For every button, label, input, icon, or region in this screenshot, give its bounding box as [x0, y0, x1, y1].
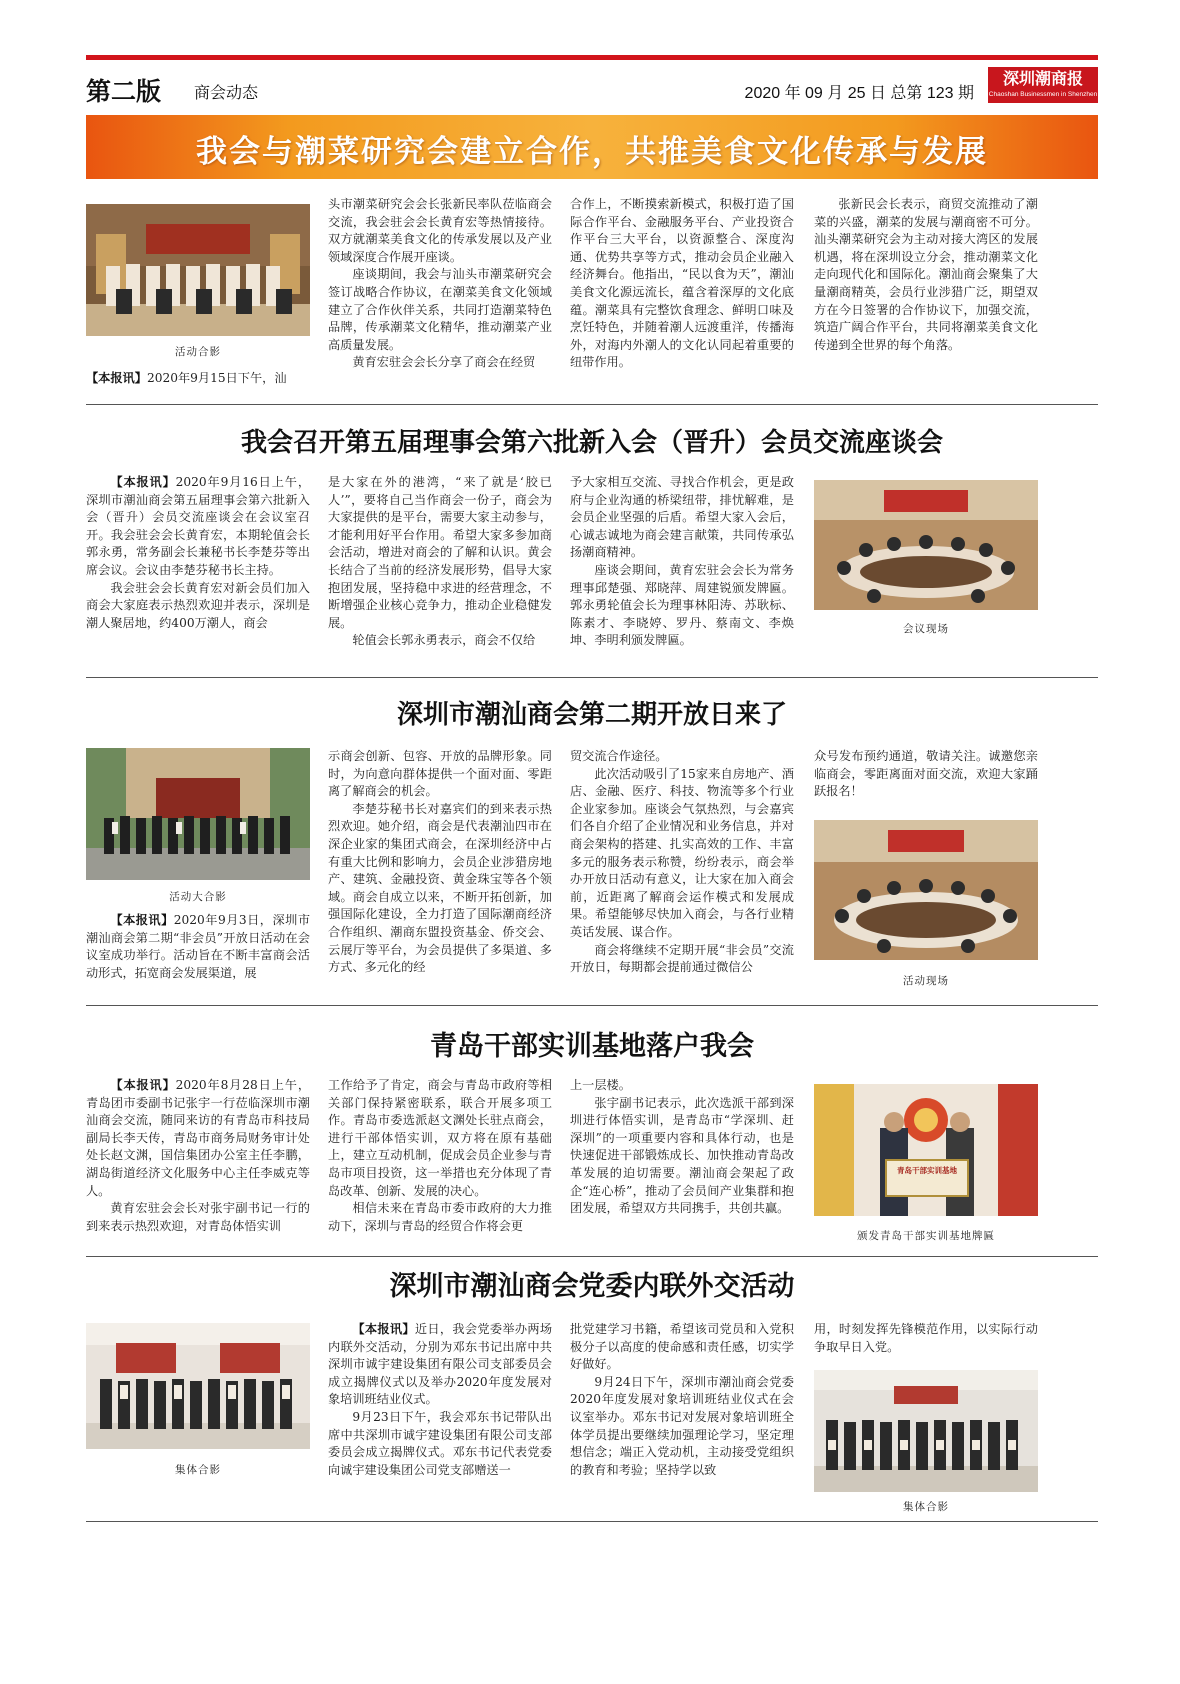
article2-photo-caption: 会议现场 — [903, 623, 949, 635]
article2-col2: 是大家在外的港湾，“来了就是‘胶已人’”，要将自己当作商会一份子，商会为大家提供的是平台，需要大家主动参与，才能利用好平台作用。希望大家多参加商会活动，增进对商会的了解和认识。黄会长结合了当前的经济发展形势，倡导大家抱团发展，坚持稳中求进的经营理念，不断增强企业核心竞争力，推动企业稳健发展。 轮值会长郭永勇表示，商会不仅给 — [328, 475, 552, 648]
article4-photo-caption: 颁发青岛干部实训基地牌匾 — [857, 1230, 995, 1242]
section-label: 商会动态 — [194, 83, 259, 102]
article4-col2: 工作给予了肯定，商会与青岛市政府等相关部门保持紧密联系，联合开展多项工作。青岛市委选派赵文渊处长驻点商会，进行干部体悟实训，双方将在原有基础上，建立互动机制，促成会员企业参与青岛市项目投资，这一举措也充分体现了青岛改革、创新、发展的决心。 相信未来在青岛市委市政府的大力推动下，深圳与青岛的经贸合作将会更 — [328, 1078, 552, 1233]
article4-c1-p1: 【本报讯】2020年8月28日上午，青岛团市委副书记张宇一行莅临深圳市潮汕商会交流，随同来访的有青岛市科技局副局长李天传，青岛市商务局财务审计处处长赵文渊，国信集团办公室主任李鹏，湖岛街道经济文化服务中心主任李威克等人。 — [86, 1078, 310, 1198]
newspaper-logo — [988, 67, 1098, 103]
divider-4 — [86, 1256, 1098, 1257]
article5-col4: 用，时刻发挥先锋模范作用，以实际行动争取早日入党。 — [814, 1322, 1038, 1354]
article3-photo1 — [86, 748, 310, 880]
article3-c1-p1: 【本报讯】2020年9月3日，深圳市潮汕商会第二期“非会员”开放日活动在会议室成功举行。活动旨在不断丰富商会活动形式，拓宽商会发展渠道，展 — [86, 913, 310, 980]
article1-col4: 张新民会长表示，商贸交流推动了潮菜的兴盛，潮菜的发展与潮商密不可分。汕头潮菜研究会为主动对接大湾区的发展机遇，将在深圳设立分会，推动潮菜文化走向现代化和国际化。潮汕商会聚集了大量潮商精英，会员行业涉猎广泛，期望双方在今日签署的合作协议下，加强交流，筑造广阔合作平台，共同将潮菜美食文化传递到全世界的每个角落。 — [814, 197, 1038, 352]
article4-title: 青岛干部实训基地落户我会 — [430, 1031, 754, 1062]
article3-col3: 贸交流合作途径。 此次活动吸引了15家来自房地产、酒店、金融、医疗、科技、物流等多个行业企业家参加。座谈会气氛热烈，与会嘉宾们各自介绍了企业情况和业务信息，并对商会架构的搭建、扎实高效的工作、丰富多元的服务表示称赞，纷纷表示，商会举办开放日活动有意义，让大家在加入商会前，近距离了解商会运作模式和发展成果。希望能够尽快加入商会，与各行业精英话发展、谋合作。 商会将继续不定期开展“非会员”交流开放日，每期都会提前通过微信公 — [570, 749, 794, 975]
article2-title: 我会召开第五届理事会第六批新入会（晋升）会员交流座谈会 — [240, 428, 943, 458]
article5-col3: 批党建学习书籍，希望该司党员和入党积极分子以高度的使命感和责任感，切实学好做好。 9月24日下午，深圳市潮汕商会党委2020年度发展对象培训班结业仪式在会议室举办。邓东书记对发展对象培训班全体学员提出要继续加强理论学习，坚定理想信念；端正入党动机，主动接受党组织的教育和考验；坚持学以致 — [570, 1322, 794, 1477]
article5-photo1-caption: 集体合影 — [175, 1464, 221, 1476]
issue-date: 2020 年 09 月 25 日 总第 123 期 — [744, 85, 974, 102]
masthead — [86, 64, 1098, 108]
bottom-rule — [86, 1521, 1098, 1522]
article1-col2: 头市潮菜研究会会长张新民率队莅临商会交流，我会驻会会长黄育宏等热情接待。双方就潮菜美食文化的传承发展以及产业领域深度合作展开座谈。 座谈期间，我会与汕头市潮菜研究会签订战略合作协议，在潮菜美食文化领域建立了合作伙伴关系，共同打造潮菜特色品牌，传承潮菜文化精华，推动潮菜产业高质量发展。 黄育宏驻会会长分享了商会在经贸 — [328, 197, 552, 370]
article4-c1-p2: 黄育宏驻会会长对张宇副书记一行的到来表示热烈欢迎，对青岛体悟实训 — [86, 1201, 310, 1233]
article3-photo1-caption: 活动大合影 — [169, 891, 227, 903]
article5-c2-p2: 9月23日下午，我会邓东书记带队出席中共深圳市诚宇建设集团有限公司支部委员会成立揭牌仪式。邓东书记代表党委向诚宇建设集团公司党支部赠送一 — [328, 1409, 552, 1477]
article1-title: 我会与潮菜研究会建立合作，共推美食文化传承与发展 — [196, 134, 988, 170]
article3-title: 深圳市潮汕商会第二期开放日来了 — [396, 700, 787, 730]
article2-col1 — [86, 474, 310, 662]
article3-col4: 众号发布预约通道，敬请关注。诚邀您亲临商会，零距离面对面交流，欢迎大家踊跃报名！ — [814, 749, 1038, 799]
article3-photo2-caption: 活动现场 — [903, 975, 949, 987]
article1-headline-banner — [86, 115, 1098, 179]
article4-col1 — [86, 1077, 310, 1245]
article2-c1-p2: 我会驻会会长黄育宏对新会员们加入商会大家庭表示热烈欢迎并表示，深圳是潮人聚居地，约400万潮人，商会 — [86, 580, 310, 630]
article3-col2: 示商会创新、包容、开放的品牌形象。同时，为向意向群体提供一个面对面、零距离了解商会的机会。 李楚芬秘书长对嘉宾们的到来表示热烈欢迎。她介绍，商会是代表潮汕四市在深企业家的集团式商会，在深圳经济中占有重大比例和影响力，会员企业涉猎房地产、建筑、金融投资、黄金珠宝等各个领域。商会自成立以来，不断开拓创新，加强国际化建设，全力打造了国际潮商经济合作组织、潮商东盟投资基金、侨交会、云展厅等平台，为会员提供了多渠道、多方式、多元化的经 — [328, 749, 552, 975]
article1-col3: 合作上，不断摸索新模式，积极打造了国际合作平台、金融服务平台、产业投资合作平台三大平台，以资源整合、深度沟通、优势共享等方式，推动会员企业融入经济舞台。他指出，“民以食为天”，潮汕美食文化源远流长，蕴含着深厚的文化底蕴。潮菜具有完整饮食理念、鲜明口味及烹饪特色，并随着潮人远渡重洋，传播海外，对海内外潮人的文化认同起着重要的纽带作用。 — [570, 197, 794, 370]
article1-photo-caption: 活动合影 — [175, 346, 221, 358]
article5-photo2 — [814, 1370, 1038, 1492]
article5-c2-p1: 【本报讯】近日，我会党委举办两场内联外交活动，分别为邓东书记出席中共深圳市诚宇建设集团有限公司支部委员会成立揭牌仪式以及举办2020年度发展对象培训班结业仪式。 — [328, 1322, 552, 1407]
article5-title: 深圳市潮汕商会党委内联外交活动 — [389, 1271, 795, 1302]
article3-col1 — [86, 912, 310, 992]
edition-label: 第二版 — [86, 77, 162, 106]
article4-col3: 上一层楼。 张宇副书记表示，此次选派干部到深圳进行体悟实训，是青岛市“学深圳、赶深圳”的一项重要内容和具体行动，也是快速促进干部锻炼成长、加快推动青岛改革发展的迫切需要。潮汕商会架起了政企“连心桥”，推动了会员间产业集群和抱团发展，希望双方共同携手，共创共赢。 — [570, 1078, 794, 1216]
article4-photo — [814, 1084, 1038, 1216]
article2-photo — [814, 480, 1038, 610]
divider-3 — [86, 1005, 1098, 1006]
logo-en: Chaoshan Businessmen in Shenzhen — [988, 91, 1098, 98]
article1-photo — [86, 204, 310, 336]
article1-c1-p1: 【本报讯】2020年9月15日下午，汕 — [86, 371, 287, 385]
article5-photo1 — [86, 1323, 310, 1449]
article1-col1 — [86, 370, 310, 392]
article5-col2 — [328, 1321, 552, 1507]
plaque-text: 青岛干部实训基地 — [897, 1166, 957, 1175]
article5-photo2-caption: 集体合影 — [903, 1501, 949, 1513]
article3-photo2 — [814, 820, 1038, 960]
divider-2 — [86, 677, 1098, 678]
article2-c1-p1: 【本报讯】2020年9月16日上午，深圳市潮汕商会第五届理事会第六批新入会（晋升）会员交流座谈会在会议室召开。我会驻会会长黄育宏，本期轮值会长郭永勇，常务副会长兼秘书长李楚芬等出席会议。会议由李楚芬秘书长主持。 — [86, 475, 310, 577]
logo-cn: 深圳潮商报 — [1002, 69, 1083, 88]
divider-1 — [86, 404, 1098, 405]
article2-col3: 予大家相互交流、寻找合作机会，更是政府与企业沟通的桥梁纽带，排忧解难，是会员企业坚强的后盾。希望大家入会后，心诚志诚地为商会建言献策，共同传承弘扬潮商精神。 座谈会期间，黄育宏驻会会长为常务理事邱楚强、郑晓萍、周建锐颁发牌匾。郭永勇轮值会长为理事林阳涛、苏耿标、陈素才、李晓婷、罗丹、蔡南文、李焕坤、李明利颁发牌匾。 — [570, 475, 794, 648]
top-rule — [86, 55, 1098, 60]
